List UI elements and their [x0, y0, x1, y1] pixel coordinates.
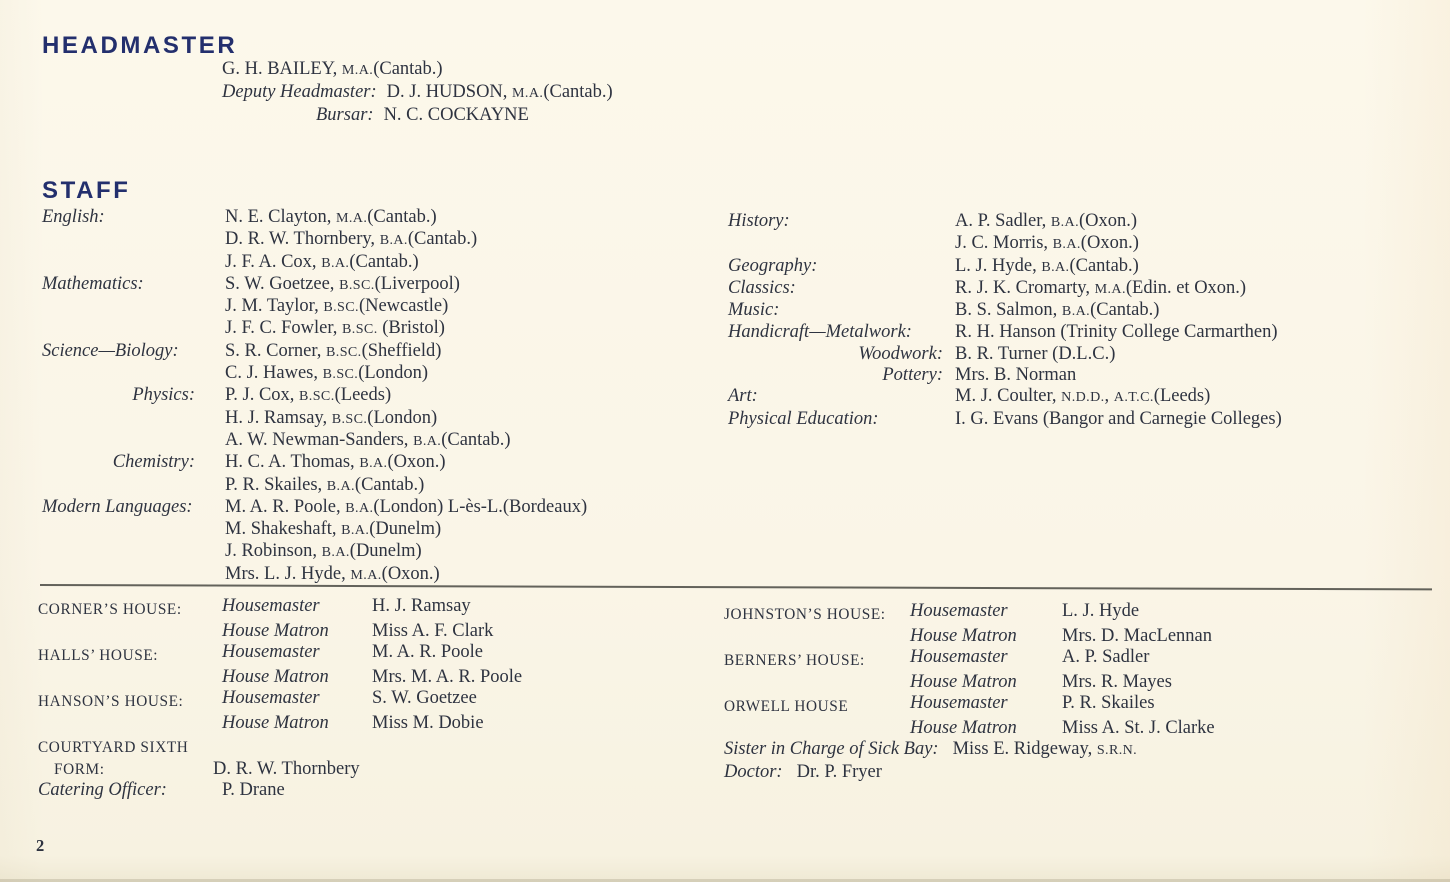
- house-row: [724, 626, 1439, 648]
- house-role: Housemaster: [910, 647, 1008, 667]
- house-role: Housemaster: [222, 642, 320, 662]
- catering-officer-row: [38, 780, 698, 802]
- house-person: Miss A. F. Clark: [372, 620, 494, 641]
- staff-name: H. J. Ramsay, B.SC.(London): [225, 407, 438, 428]
- staff-name: J. M. Taylor, B.SC.(Newcastle): [225, 296, 449, 317]
- house-person: P. Drane: [222, 780, 285, 800]
- staff-row: [42, 252, 702, 274]
- subject-label: [42, 229, 225, 251]
- staff-row: [42, 296, 702, 318]
- house-row: [38, 667, 698, 689]
- house-role: House Matron: [222, 620, 329, 641]
- staff-name: J. F. C. Fowler, B.SC. (Bristol): [225, 318, 445, 339]
- house-label: ORWELL HOUSE: [724, 698, 849, 715]
- staff-name: J. C. Morris, B.A.(Oxon.): [955, 233, 1139, 254]
- subject-label: [728, 233, 955, 255]
- staff-name: A. W. Newman-Sanders, B.A.(Cantab.): [225, 429, 511, 450]
- house-person: A. P. Sadler: [1062, 647, 1150, 667]
- staff-row: [42, 497, 702, 519]
- subject-label: History:: [728, 211, 790, 231]
- staff-name: Mrs. B. Norman: [955, 365, 1077, 386]
- staff-row: [42, 564, 702, 586]
- house-label: COURTYARD SIXTH FORM:: [38, 739, 189, 778]
- house-person: Miss A. St. J. Clarke: [1062, 717, 1215, 738]
- staff-row: [42, 519, 702, 541]
- page-number: 2: [36, 836, 45, 855]
- house-person: Miss M. Dobie: [372, 712, 484, 733]
- staff-row: [42, 430, 702, 452]
- staff-row: [42, 207, 702, 229]
- house-person: Mrs. M. A. R. Poole: [372, 666, 523, 687]
- house-label: [38, 621, 222, 643]
- house-person: P. R. Skailes: [1062, 693, 1155, 713]
- section-divider: [40, 584, 1432, 590]
- staff-name: Mrs. L. J. Hyde, M.A.(Oxon.): [225, 563, 440, 584]
- subject-label: Mathematics:: [42, 273, 144, 294]
- staff-row: [728, 278, 1443, 300]
- staff-name: M. Shakeshaft, B.A.(Dunelm): [225, 519, 442, 540]
- subject-label: Physics:: [132, 385, 195, 406]
- staff-name: P. R. Skailes, B.A.(Cantab.): [225, 474, 425, 495]
- staff-row: [42, 363, 702, 385]
- house-role: Housemaster: [222, 688, 320, 708]
- staff-row: [42, 475, 702, 497]
- subject-label: Pottery:: [882, 365, 943, 386]
- sick-bay-label: Sister in Charge of Sick Bay:: [724, 739, 939, 759]
- staff-row: [42, 341, 702, 363]
- headmaster-name-row: [222, 58, 613, 81]
- house-label: HALLS’ HOUSE:: [38, 647, 159, 664]
- staff-name: L. J. Hyde, B.A.(Cantab.): [955, 255, 1139, 276]
- house-label: [724, 626, 910, 648]
- sick-bay-row: [724, 739, 1439, 762]
- house-label: [724, 718, 910, 740]
- house-row: [38, 713, 698, 735]
- subject-label: Modern Languages:: [42, 496, 193, 517]
- staff-name: S. R. Corner, B.SC.(Sheffield): [225, 340, 442, 361]
- subject-label: [42, 541, 225, 563]
- staff-row: [42, 318, 702, 340]
- staff-row: [42, 274, 702, 296]
- deputy-headmaster-name: D. J. HUDSON, M.A.(Cantab.): [386, 82, 613, 102]
- subject-label: [42, 519, 225, 541]
- catering-officer-label: Catering Officer:: [38, 780, 167, 800]
- staff-name: S. W. Goetzee, B.SC.(Liverpool): [225, 273, 460, 294]
- house-row: [724, 672, 1439, 694]
- house-label: HANSON’S HOUSE:: [38, 693, 184, 710]
- headmaster-block: [222, 58, 613, 126]
- staff-row: [728, 365, 1443, 386]
- staff-row: [728, 386, 1443, 408]
- staff-name: J. Robinson, B.A.(Dunelm): [225, 541, 422, 562]
- house-person: M. A. R. Poole: [372, 642, 484, 662]
- subject-label: English:: [42, 207, 105, 227]
- houses-column-right: [724, 601, 1439, 783]
- house-person: H. J. Ramsay: [372, 596, 471, 616]
- house-role: House Matron: [910, 671, 1017, 692]
- house-role: Housemaster: [222, 596, 320, 616]
- doctor-row: [724, 762, 1439, 784]
- subject-label: Physical Education:: [728, 408, 879, 429]
- house-role: House Matron: [910, 717, 1017, 738]
- staff-row: [42, 229, 702, 251]
- house-row: [724, 693, 1439, 718]
- house-role: Housemaster: [910, 693, 1008, 713]
- staff-name: M. A. R. Poole, B.A.(London) L-ès-L.(Bordeaux): [225, 496, 588, 517]
- bursar-row: [316, 104, 613, 126]
- bursar-name: N. C. COCKAYNE: [383, 105, 529, 125]
- house-person: S. W. Goetzee: [372, 688, 477, 708]
- subject-label: [42, 475, 225, 497]
- house-row: [38, 688, 698, 713]
- house-row: [724, 647, 1439, 672]
- bursar-label: Bursar:: [316, 105, 374, 125]
- doctor-label: Doctor:: [724, 761, 783, 782]
- subject-label: Music:: [728, 300, 780, 321]
- house-role: House Matron: [222, 666, 329, 687]
- subject-label: Art:: [728, 386, 758, 407]
- staff-name: R. J. K. Cromarty, M.A.(Edin. et Oxon.): [955, 277, 1247, 298]
- staff-heading: STAFF: [42, 177, 131, 204]
- subject-label: [42, 252, 225, 274]
- subject-label: Science—Biology:: [42, 340, 179, 361]
- staff-name: J. F. A. Cox, B.A.(Cantab.): [225, 251, 419, 272]
- house-row: [38, 596, 698, 621]
- headmaster-name: G. H. BAILEY, M.A.(Cantab.): [222, 59, 443, 79]
- house-label: BERNERS’ HOUSE:: [724, 652, 865, 669]
- courtyard-sixth-form-row: [38, 734, 698, 780]
- staff-row: [728, 233, 1443, 255]
- staff-row: [728, 322, 1443, 343]
- house-row: [38, 621, 698, 643]
- subject-label: [42, 296, 225, 318]
- house-person: Mrs. D. MacLennan: [1062, 625, 1213, 646]
- subject-label: [42, 564, 225, 586]
- house-row: [724, 601, 1439, 626]
- subject-label: Woodwork:: [858, 343, 943, 364]
- subject-label: [42, 408, 225, 430]
- subject-label: [42, 318, 225, 340]
- house-role: Housemaster: [910, 601, 1008, 621]
- house-label: [38, 667, 222, 689]
- staff-row: [728, 300, 1443, 322]
- subject-label: [42, 363, 225, 385]
- staff-name: M. J. Coulter, N.D.D., A.T.C.(Leeds): [955, 386, 1211, 407]
- house-row: [38, 642, 698, 667]
- staff-row: [728, 409, 1443, 430]
- staff-name: B. R. Turner (D.L.C.): [955, 343, 1116, 364]
- house-person: D. R. W. Thornbery: [213, 758, 360, 779]
- house-label: [724, 672, 910, 694]
- staff-row: [42, 452, 702, 474]
- staff-name: H. C. A. Thomas, B.A.(Oxon.): [225, 452, 446, 473]
- staff-row: [728, 256, 1443, 278]
- staff-name: C. J. Hawes, B.SC.(London): [225, 363, 429, 384]
- staff-name: N. E. Clayton, M.A.(Cantab.): [225, 207, 437, 227]
- doctor-name: Dr. P. Fryer: [796, 761, 882, 782]
- house-row: [724, 718, 1439, 740]
- sick-bay-name: Miss E. Ridgeway, S.R.N.: [952, 739, 1138, 759]
- house-label: JOHNSTON’S HOUSE:: [724, 606, 886, 623]
- staff-name: D. R. W. Thornbery, B.A.(Cantab.): [225, 229, 478, 250]
- staff-row: [728, 211, 1443, 233]
- house-person: L. J. Hyde: [1062, 601, 1140, 621]
- staff-name: A. P. Sadler, B.A.(Oxon.): [955, 211, 1138, 231]
- subject-label: Handicraft—Metalwork:: [728, 322, 912, 343]
- house-label: CORNER’S HOUSE:: [38, 601, 182, 618]
- subject-label: Classics:: [728, 277, 796, 298]
- house-role: House Matron: [910, 625, 1017, 646]
- house-label: [38, 713, 222, 735]
- staff-name: P. J. Cox, B.SC.(Leeds): [225, 385, 392, 406]
- subject-label: Geography:: [728, 255, 818, 276]
- houses-column-left: [38, 596, 698, 802]
- staff-name: B. S. Salmon, B.A.(Cantab.): [955, 300, 1160, 321]
- staff-row: [42, 541, 702, 563]
- staff-row: [42, 408, 702, 430]
- staff-name: R. H. Hanson (Trinity College Carmarthen): [955, 322, 1278, 343]
- subject-label: [42, 430, 225, 452]
- staff-row: [42, 385, 702, 407]
- staff-column-right: [728, 211, 1443, 430]
- deputy-headmaster-label: Deputy Headmaster:: [222, 82, 377, 102]
- subject-label: Chemistry:: [112, 452, 195, 473]
- house-role: House Matron: [222, 712, 329, 733]
- staff-row: [728, 344, 1443, 365]
- staff-name: I. G. Evans (Bangor and Carnegie Colleges): [955, 408, 1282, 429]
- house-person: Mrs. R. Mayes: [1062, 671, 1172, 692]
- staff-column-left: [42, 207, 702, 586]
- headmaster-heading: HEADMASTER: [42, 32, 238, 59]
- deputy-headmaster-row: [222, 81, 613, 104]
